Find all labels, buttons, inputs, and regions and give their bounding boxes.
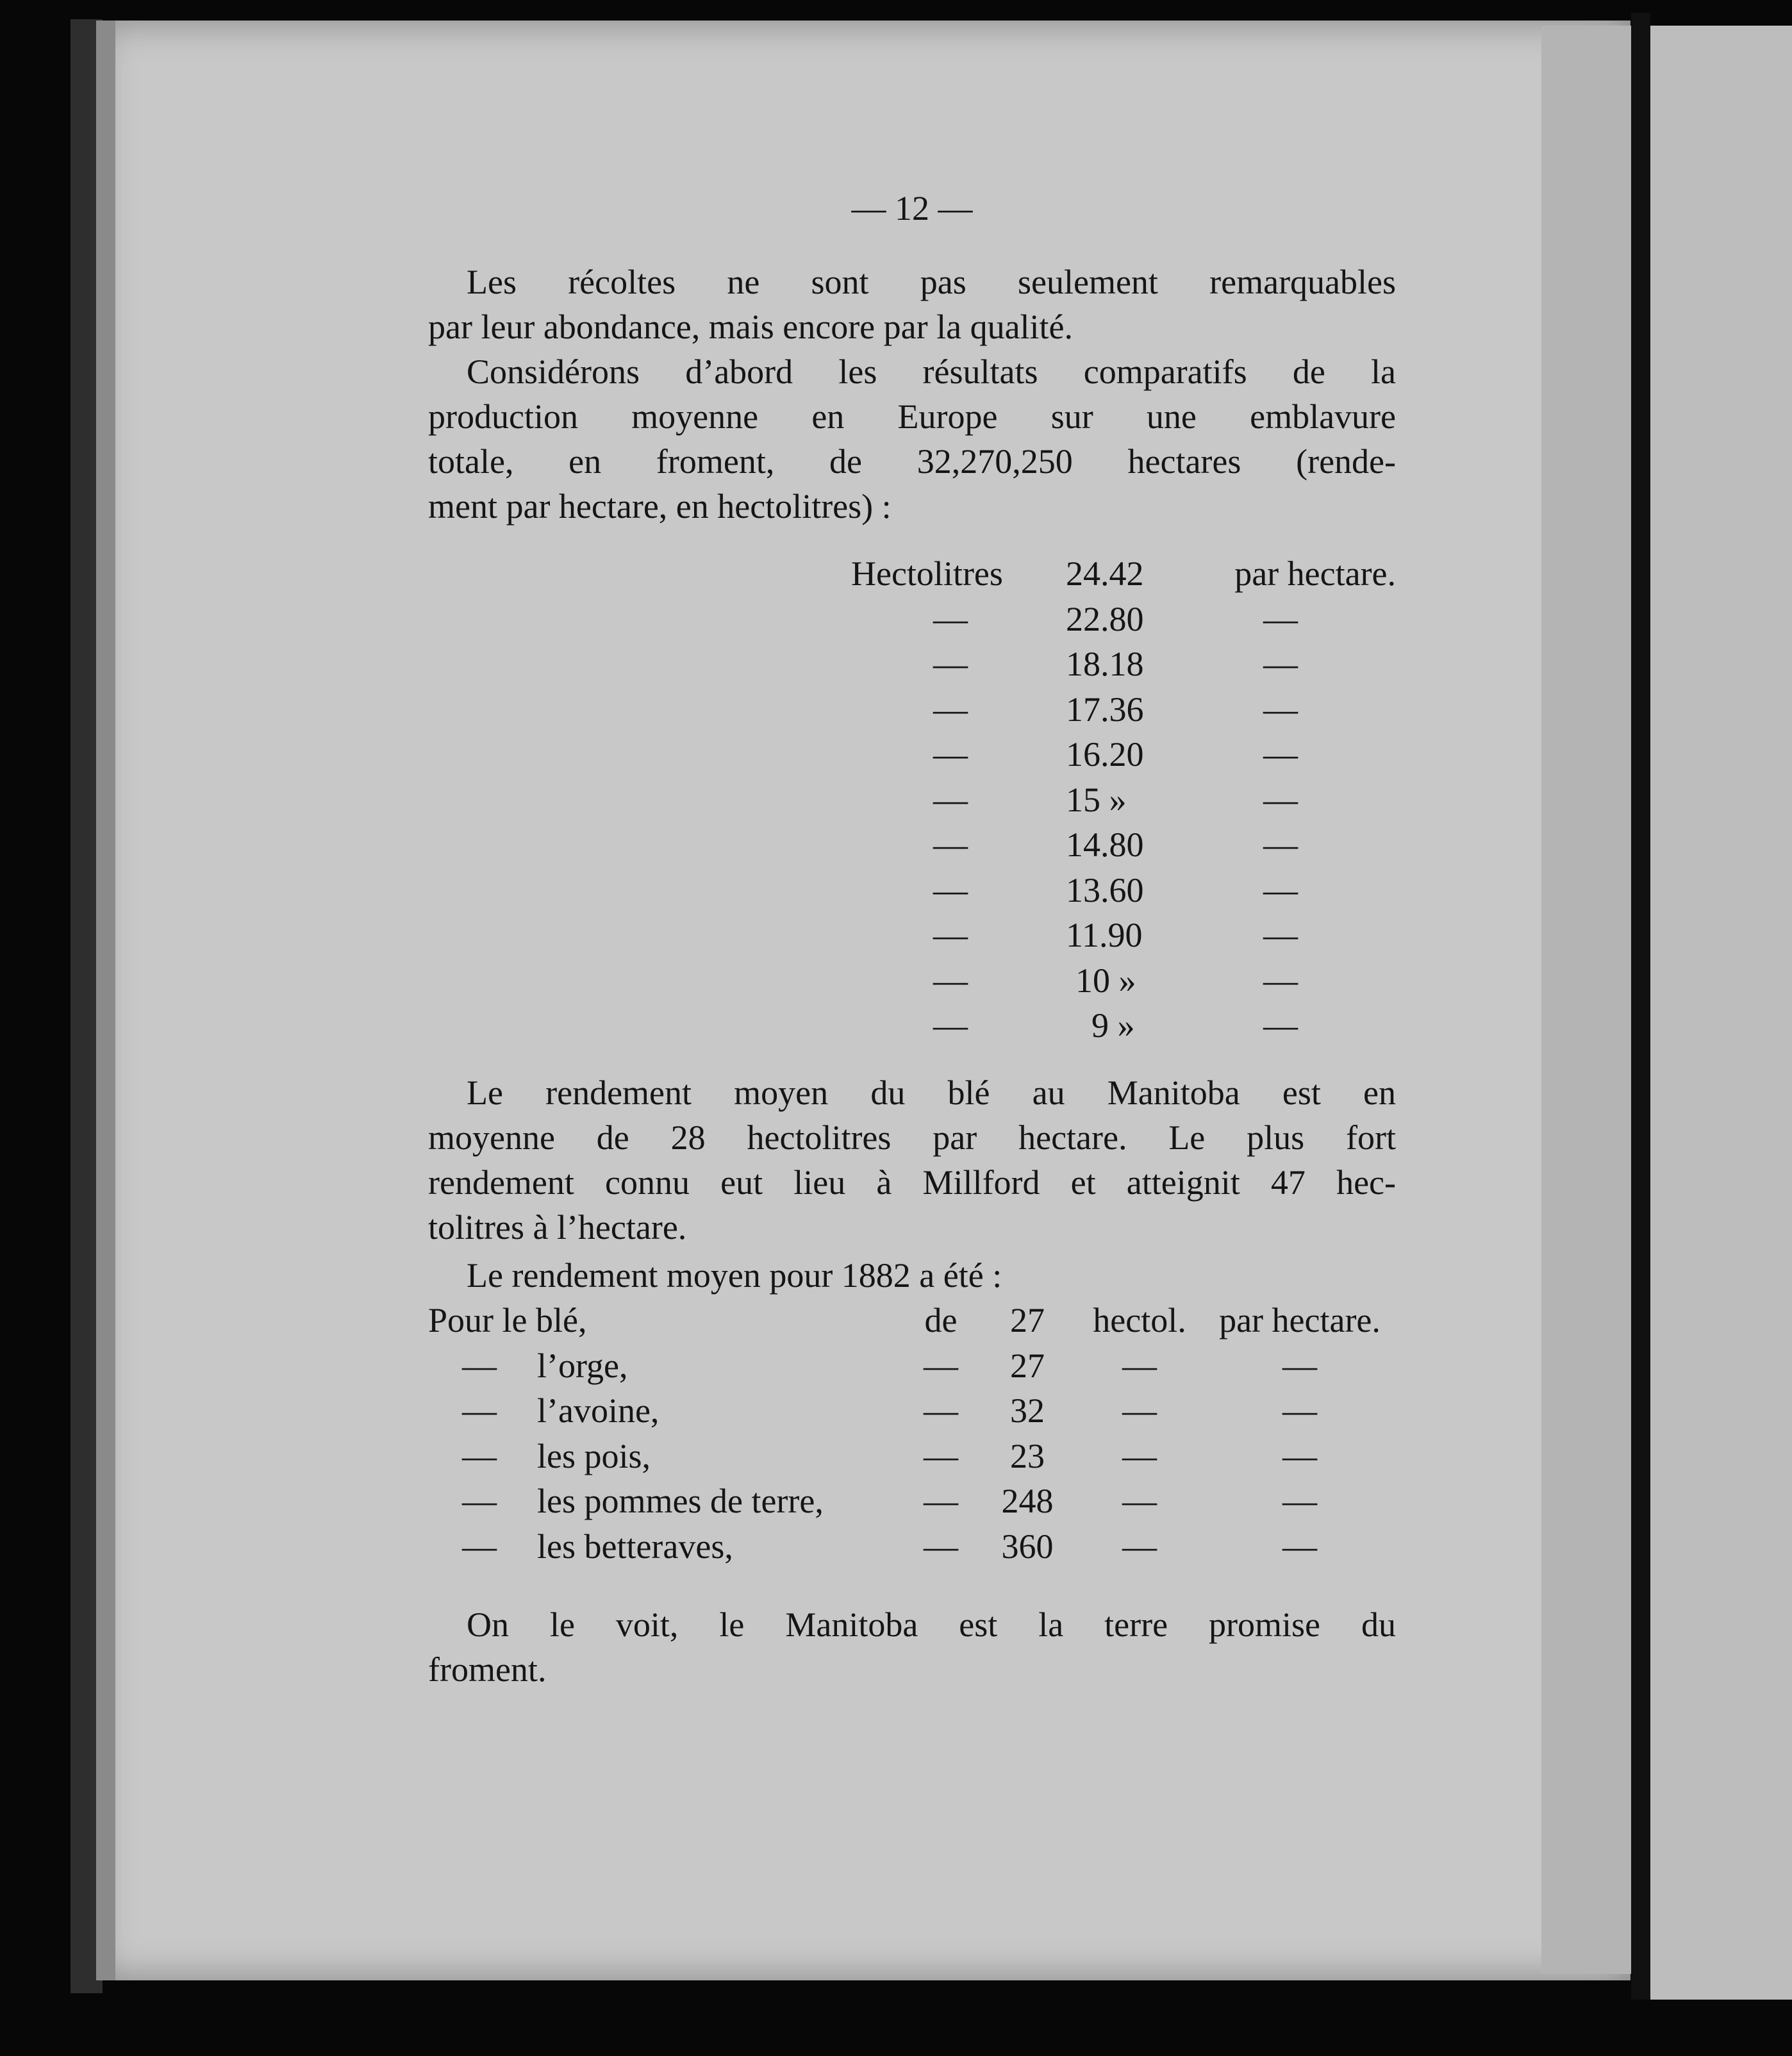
manitoba-paragraph xyxy=(428,1070,1396,1250)
per-cell: — xyxy=(1282,1527,1317,1566)
table-row xyxy=(428,1343,1396,1389)
unit-cell: — xyxy=(933,780,968,819)
unit-cell: — xyxy=(1122,1346,1157,1385)
unit-cell: hectol. xyxy=(1093,1301,1186,1339)
table-row xyxy=(428,732,1396,777)
per-cell: — xyxy=(1263,870,1298,909)
unit-cell: — xyxy=(933,961,968,1000)
text-line: Le rendement moyen pour 1882 a été : xyxy=(467,1256,1002,1295)
unit-cell: — xyxy=(933,870,968,909)
de-cell: — xyxy=(924,1436,958,1475)
ditto-dash: — xyxy=(462,1391,497,1430)
table-row xyxy=(428,1434,1396,1479)
unit-cell: — xyxy=(933,825,968,864)
per-cell: — xyxy=(1263,825,1298,864)
table-row xyxy=(428,777,1396,823)
year-intro xyxy=(428,1253,1396,1298)
per-cell: — xyxy=(1282,1436,1317,1475)
europe-yield-table xyxy=(428,551,1396,1049)
yield-value: 15 » xyxy=(1066,780,1127,819)
amount-cell: 32 xyxy=(1010,1391,1045,1430)
unit-cell: — xyxy=(933,690,968,729)
per-cell: — xyxy=(1263,961,1298,1000)
unit-cell: — xyxy=(933,916,968,954)
text-line: moyenne de 28 hectolitres par hectare. Le plus fort xyxy=(428,1118,1396,1157)
yield-value: 18.18 xyxy=(1066,645,1144,683)
page-edge xyxy=(96,21,115,1980)
table-row xyxy=(428,913,1396,958)
table-row xyxy=(428,958,1396,1004)
table-row xyxy=(428,687,1396,733)
text-line: par leur abondance, mais encore par la qualité. xyxy=(428,308,1074,346)
table-row xyxy=(428,1388,1396,1434)
ditto-dash: — xyxy=(462,1436,497,1475)
per-cell: — xyxy=(1263,1006,1298,1045)
crop-name: les betteraves, xyxy=(537,1527,733,1566)
unit-cell: — xyxy=(933,599,968,638)
page-number: — 12 — xyxy=(851,189,973,228)
unit-cell: — xyxy=(933,645,968,683)
ditto-dash: — xyxy=(462,1482,497,1520)
ditto-dash: — xyxy=(462,1346,497,1385)
crop-name: les pommes de terre, xyxy=(537,1482,824,1520)
unit-cell: — xyxy=(1122,1436,1157,1475)
per-cell: — xyxy=(1282,1391,1317,1430)
unit-cell: — xyxy=(933,735,968,774)
page-right-margin xyxy=(1541,26,1631,1974)
unit-cell: Hectolitres xyxy=(851,554,1003,593)
crop-name: l’orge, xyxy=(537,1346,628,1385)
amount-cell: 27 xyxy=(1010,1301,1045,1339)
per-cell: — xyxy=(1263,645,1298,683)
text-line: Le rendement moyen du blé au Manitoba est en xyxy=(467,1074,1396,1112)
text-line: Les récoltes ne sont pas seulement remarquables xyxy=(467,263,1396,301)
crop-name: les pois, xyxy=(537,1436,651,1475)
yield-value: 11.90 xyxy=(1066,916,1143,954)
text-line: froment. xyxy=(428,1650,547,1689)
crop-name: l’avoine, xyxy=(537,1391,660,1430)
yield-value: 16.20 xyxy=(1066,735,1144,774)
text-line: production moyenne en Europe sur une emblavure xyxy=(428,397,1396,436)
per-cell: par hectare. xyxy=(1234,554,1396,593)
amount-cell: 360 xyxy=(1001,1527,1054,1566)
yield-value: 17.36 xyxy=(1066,690,1144,729)
unit-cell: — xyxy=(1122,1391,1157,1430)
per-cell: — xyxy=(1282,1346,1317,1385)
per-cell: — xyxy=(1263,780,1298,819)
facing-page xyxy=(1650,26,1792,2000)
table-row xyxy=(428,551,1396,597)
amount-cell: 23 xyxy=(1010,1436,1045,1475)
yield-value: 9 » xyxy=(1091,1006,1135,1045)
unit-cell: — xyxy=(1122,1482,1157,1520)
crops-yield-table xyxy=(428,1298,1396,1569)
text-line: ment par hectare, en hectolitres) : xyxy=(428,487,892,526)
intro-paragraph xyxy=(428,260,1396,529)
de-cell: — xyxy=(924,1527,958,1566)
amount-cell: 27 xyxy=(1010,1346,1045,1385)
table-row xyxy=(428,1003,1396,1049)
yield-value: 10 » xyxy=(1075,961,1136,1000)
conclusion-paragraph xyxy=(428,1602,1396,1692)
de-cell: — xyxy=(924,1346,958,1385)
de-cell: — xyxy=(924,1391,958,1430)
table-row xyxy=(428,1479,1396,1524)
yield-value: 13.60 xyxy=(1066,870,1144,909)
per-cell: — xyxy=(1263,916,1298,954)
per-cell: — xyxy=(1263,599,1298,638)
unit-cell: — xyxy=(933,1006,968,1045)
per-cell: — xyxy=(1282,1482,1317,1520)
text-line: tolitres à l’hectare. xyxy=(428,1208,687,1247)
unit-cell: — xyxy=(1122,1527,1157,1566)
de-cell: — xyxy=(924,1482,958,1520)
table-row xyxy=(428,1298,1396,1343)
table-row xyxy=(428,642,1396,687)
ditto-dash: — xyxy=(462,1527,497,1566)
amount-cell: 248 xyxy=(1001,1482,1054,1520)
crop-name: Pour le blé, xyxy=(428,1301,587,1339)
yield-value: 14.80 xyxy=(1066,825,1144,864)
table-row xyxy=(428,868,1396,913)
per-cell: par hectare. xyxy=(1219,1301,1381,1339)
table-row xyxy=(428,597,1396,642)
yield-value: 22.80 xyxy=(1066,599,1144,638)
text-line: Considérons d’abord les résultats comparatifs de la xyxy=(467,352,1396,391)
yield-value: 24.42 xyxy=(1066,554,1144,593)
table-row xyxy=(428,822,1396,868)
per-cell: — xyxy=(1263,735,1298,774)
de-cell: de xyxy=(924,1301,958,1339)
text-line: rendement connu eut lieu à Millford et atteignit 47 hec- xyxy=(428,1163,1396,1202)
text-line: totale, en froment, de 32,270,250 hectares (rende- xyxy=(428,442,1396,481)
per-cell: — xyxy=(1263,690,1298,729)
text-line: On le voit, le Manitoba est la terre promise du xyxy=(467,1605,1396,1644)
table-row xyxy=(428,1524,1396,1570)
book-gutter xyxy=(1631,13,1650,2000)
